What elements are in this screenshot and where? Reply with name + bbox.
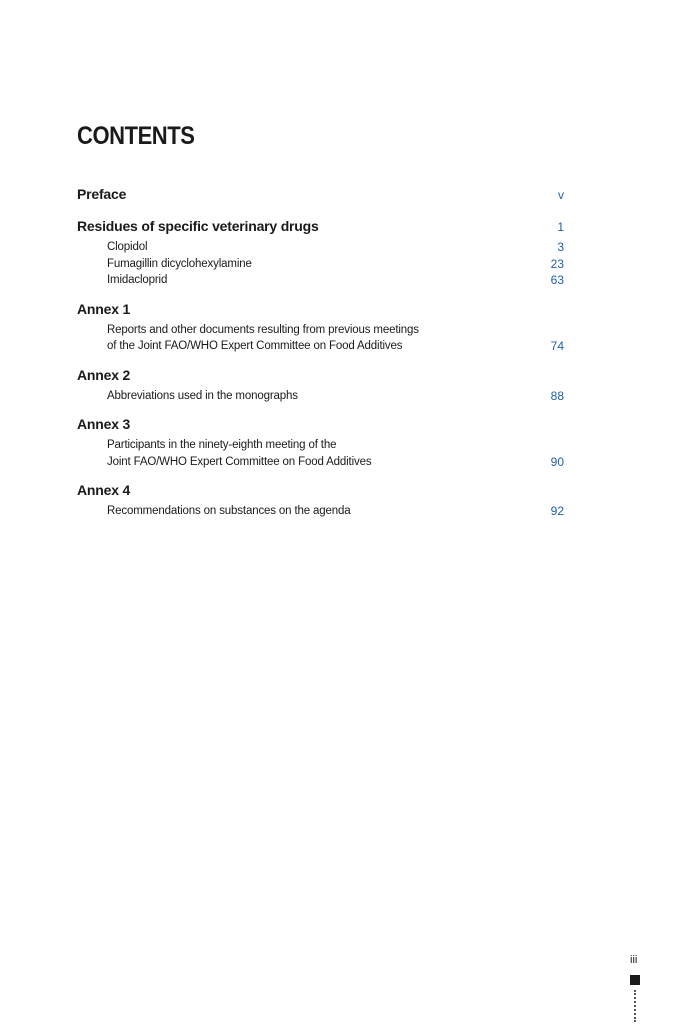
entry-line: Joint FAO/WHO Expert Committee on Food Additives [107,455,372,468]
toc-entry[interactable] [107,256,564,273]
table-of-contents [77,186,564,532]
toc-section-annex-2 [77,367,564,405]
entry-text [107,272,167,289]
entry-page-number[interactable]: 92 [550,504,564,518]
section-heading [77,367,564,387]
section-title[interactable]: Annex 3 [77,416,131,432]
entry-line: Abbreviations used in the monographs [107,389,298,402]
entry-text [107,503,351,520]
entry-text [107,388,298,405]
entry-page-number[interactable]: 23 [550,256,564,271]
toc-section-annex-1 [77,301,564,355]
entry-line: Clopidol [107,241,148,253]
folio-dotted-rule [634,990,636,1022]
entry-list [77,322,564,355]
toc-entry[interactable] [107,503,564,520]
section-heading [77,416,564,436]
entry-list [77,437,564,470]
section-title[interactable]: Annex 1 [77,300,131,317]
entry-page-number[interactable]: 63 [550,273,564,287]
toc-entry[interactable] [107,388,564,405]
page-folio: iii [630,954,638,966]
section-title[interactable]: Annex 4 [77,482,131,498]
entry-page-number[interactable]: 74 [550,339,564,353]
entry-line: Fumagillin dicyclohexylamine [107,257,252,270]
toc-section-residues [77,218,564,289]
section-heading [77,301,564,321]
entry-page-number[interactable]: 3 [557,240,564,254]
entry-line: Imidacloprid [107,274,168,286]
section-heading [77,186,564,206]
entry-list [77,239,564,289]
entry-text [107,322,419,355]
entry-page-number[interactable]: 90 [550,454,564,469]
entry-text [107,239,147,256]
toc-section-preface [77,186,564,206]
entry-text [107,437,371,470]
folio-square-marker [630,975,640,985]
section-title[interactable]: Residues of specific veterinary drugs [77,218,319,234]
toc-entry[interactable] [107,239,564,256]
section-title[interactable]: Annex 2 [77,366,131,383]
section-heading [77,482,564,502]
toc-entry[interactable] [107,437,564,470]
section-page-number[interactable]: 1 [557,220,564,234]
entry-line: Participants in the ninety-eighth meeting of the [107,439,337,451]
entry-line: of the Joint FAO/WHO Expert Committee on Food Additives [107,340,403,352]
section-page-number[interactable]: v [558,188,564,202]
page-title: CONTENTS [77,122,195,150]
section-heading [77,218,564,238]
entry-line: Reports and other documents resulting from previous meetings [107,323,419,336]
toc-entry[interactable] [107,272,564,289]
entry-list [77,503,564,520]
section-title[interactable]: Preface [77,186,127,202]
entry-page-number[interactable]: 88 [550,388,564,403]
entry-text [107,256,252,273]
entry-list [77,388,564,405]
toc-entry[interactable] [107,322,564,355]
toc-section-annex-4 [77,482,564,520]
entry-line: Recommendations on substances on the agenda [107,505,351,517]
toc-section-annex-3 [77,416,564,470]
